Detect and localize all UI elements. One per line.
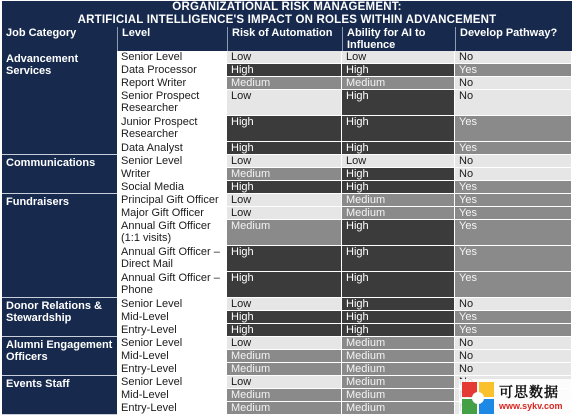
level-cell: Senior Level: [117, 155, 227, 168]
influence-cell: Medium: [342, 376, 455, 389]
risk-cell: High: [227, 116, 342, 142]
job-category-cell: Alumni Engagement Officers: [2, 337, 117, 376]
level-cell: Annual Gift Officer – Phone: [117, 272, 227, 298]
risk-cell: High: [227, 246, 342, 272]
header-job-category: Job Category: [6, 27, 77, 39]
watermark-logo-icon: [461, 381, 495, 415]
level-cell: Entry-Level: [117, 363, 227, 376]
level-cell: Senior Level: [117, 298, 227, 311]
level-cell: Senior Level: [117, 376, 227, 389]
pathway-cell: Yes: [455, 272, 572, 298]
pathway-cell: Yes: [455, 246, 572, 272]
risk-cell: Medium: [227, 168, 342, 181]
pathway-cell: Yes: [455, 64, 572, 77]
watermark: [459, 379, 574, 417]
header-risk-of-automation: Risk of Automation: [227, 27, 342, 51]
job-category-cell: Donor Relations & Stewardship: [2, 298, 117, 337]
level-cell: Senior Level: [117, 337, 227, 350]
pathway-cell: Yes: [455, 116, 572, 142]
influence-cell: High: [342, 272, 455, 298]
risk-cell: High: [227, 311, 342, 324]
table-row: [117, 207, 572, 220]
job-category-cell: Communications: [2, 155, 117, 194]
table-row: [117, 168, 572, 181]
level-cell: Data Processor: [117, 64, 227, 77]
pathway-cell: Yes: [455, 142, 572, 155]
table-row: [117, 311, 572, 324]
influence-cell: Medium: [342, 77, 455, 90]
risk-cell: High: [227, 64, 342, 77]
influence-cell: High: [342, 246, 455, 272]
risk-cell: High: [227, 181, 342, 194]
influence-cell: Medium: [342, 207, 455, 220]
level-cell: Entry-Level: [117, 402, 227, 415]
pathway-cell: No: [455, 363, 572, 376]
pathway-cell: Yes: [455, 194, 572, 207]
job-category-column: [2, 51, 117, 417]
level-cell: Junior Prospect Researcher: [117, 116, 227, 142]
header-ability-for-ai: Ability for AI to Influence: [342, 27, 455, 51]
table-row: [117, 194, 572, 207]
risk-cell: Low: [227, 90, 342, 116]
risk-cell: Low: [227, 155, 342, 168]
table-row: [117, 272, 572, 298]
level-cell: Mid-Level: [117, 389, 227, 402]
level-cell: Annual Gift Officer (1:1 visits): [117, 220, 227, 246]
influence-cell: Medium: [342, 363, 455, 376]
pathway-cell: Yes: [455, 181, 572, 194]
risk-cell: Low: [227, 298, 342, 311]
influence-cell: Medium: [342, 389, 455, 402]
table-row: [117, 363, 572, 376]
header-level: Level: [117, 27, 227, 51]
table-row: [117, 337, 572, 350]
level-cell: Entry-Level: [117, 324, 227, 337]
influence-cell: High: [342, 324, 455, 337]
table-header: [2, 27, 572, 51]
influence-cell: Medium: [342, 402, 455, 415]
header-develop-pathway: Develop Pathway?: [455, 27, 572, 51]
job-category-cell: Events Staff: [2, 376, 117, 415]
table-row: [117, 181, 572, 194]
influence-cell: High: [342, 311, 455, 324]
table-row: [117, 324, 572, 337]
pathway-cell: No: [455, 51, 572, 64]
level-cell: Report Writer: [117, 77, 227, 90]
pathway-cell: No: [455, 168, 572, 181]
level-cell: Senior Prospect Researcher: [117, 90, 227, 116]
risk-cell: Medium: [227, 363, 342, 376]
influence-cell: Low: [342, 51, 455, 64]
pathway-cell: Yes: [455, 324, 572, 337]
influence-cell: Low: [342, 155, 455, 168]
risk-cell: High: [227, 142, 342, 155]
level-cell: Annual Gift Officer – Direct Mail: [117, 246, 227, 272]
risk-cell: Medium: [227, 220, 342, 246]
watermark-url: www.sykv.com: [499, 401, 563, 411]
influence-cell: Medium: [342, 194, 455, 207]
job-category-cell: Fundraisers: [2, 194, 117, 298]
table-row: [117, 77, 572, 90]
influence-cell: Medium: [342, 350, 455, 363]
pathway-cell: No: [455, 298, 572, 311]
influence-cell: High: [342, 142, 455, 155]
influence-cell: High: [342, 168, 455, 181]
table-row: [117, 64, 572, 77]
table-row: [117, 220, 572, 246]
pathway-cell: No: [455, 77, 572, 90]
risk-cell: Medium: [227, 402, 342, 415]
table-row: [117, 90, 572, 116]
influence-cell: High: [342, 64, 455, 77]
table-row: [117, 350, 572, 363]
risk-cell: Medium: [227, 350, 342, 363]
risk-cell: Low: [227, 337, 342, 350]
table-row: [117, 116, 572, 142]
table-row: [117, 155, 572, 168]
level-cell: Data Analyst: [117, 142, 227, 155]
job-category-cell: Advancement Services: [2, 51, 117, 155]
risk-cell: Low: [227, 51, 342, 64]
table-row: [117, 142, 572, 155]
risk-cell: Medium: [227, 77, 342, 90]
pathway-cell: No: [455, 155, 572, 168]
pathway-cell: No: [455, 350, 572, 363]
table-row: [117, 51, 572, 64]
influence-cell: High: [342, 116, 455, 142]
influence-cell: High: [342, 298, 455, 311]
level-cell: Mid-Level: [117, 350, 227, 363]
watermark-text: 可思数据: [499, 384, 559, 400]
pathway-cell: Yes: [455, 207, 572, 220]
risk-cell: Low: [227, 207, 342, 220]
risk-cell: High: [227, 272, 342, 298]
table-row: [117, 246, 572, 272]
influence-cell: High: [342, 90, 455, 116]
pathway-cell: Yes: [455, 311, 572, 324]
risk-cell: Medium: [227, 389, 342, 402]
level-cell: Writer: [117, 168, 227, 181]
level-cell: Mid-Level: [117, 311, 227, 324]
level-cell: Social Media: [117, 181, 227, 194]
title-line-2: ARTIFICIAL INTELLIGENCE'S IMPACT ON ROLES WITHIN ADVANCEMENT: [77, 14, 497, 26]
pathway-cell: No: [455, 337, 572, 350]
title-block: [2, 1, 572, 27]
influence-cell: Medium: [342, 337, 455, 350]
level-cell: Major Gift Officer: [117, 207, 227, 220]
pathway-cell: Yes: [455, 220, 572, 246]
table-row: [117, 298, 572, 311]
level-cell: Principal Gift Officer: [117, 194, 227, 207]
table-body: [117, 51, 572, 417]
risk-cell: High: [227, 324, 342, 337]
influence-cell: High: [342, 220, 455, 246]
level-cell: Senior Level: [117, 51, 227, 64]
pathway-cell: No: [455, 90, 572, 116]
influence-cell: High: [342, 181, 455, 194]
title-line-1: ORGANIZATIONAL RISK MANAGEMENT:: [172, 1, 402, 13]
risk-cell: Low: [227, 194, 342, 207]
risk-cell: Low: [227, 376, 342, 389]
